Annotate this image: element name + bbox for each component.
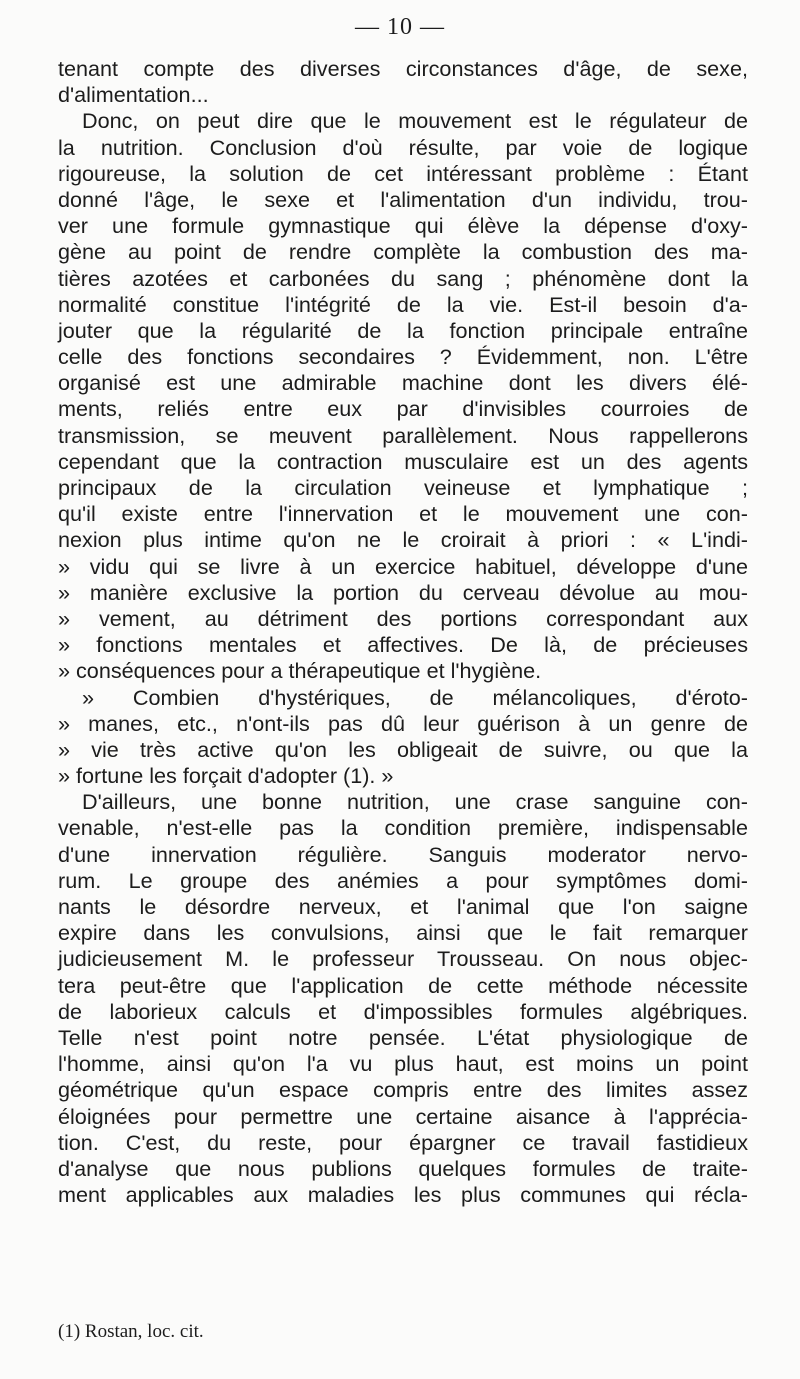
body-text bbox=[58, 56, 748, 1208]
text-line: rigoureuse, la solution de cet intéressant problème : Étant bbox=[58, 160, 748, 186]
text-line: géométrique qu'un espace compris entre des limites assez bbox=[58, 1077, 748, 1103]
text-line: organisé est une admirable machine dont les divers élé- bbox=[58, 370, 748, 396]
text-line: judicieusement M. le professeur Trousseau. On nous objec- bbox=[58, 946, 748, 972]
text-line: » fonctions mentales et affectives. De là, de précieuses bbox=[58, 632, 748, 658]
text-line: ments, reliés entre eux par d'invisibles courroies de bbox=[58, 396, 748, 422]
text-line: d'analyse que nous publions quelques formules de traite- bbox=[58, 1155, 748, 1181]
text-line: » manière exclusive la portion du cerveau dévolue au mou- bbox=[58, 579, 748, 605]
text-line: cependant que la contraction musculaire est un des agents bbox=[58, 448, 748, 474]
text-line: gène au point de rendre complète la combustion des ma- bbox=[58, 239, 748, 265]
text-line: principaux de la circulation veineuse et lymphatique ; bbox=[58, 475, 748, 500]
page-number: — 10 — bbox=[355, 14, 445, 40]
text-line: » vidu qui se livre à un exercice habituel, développe d'une bbox=[58, 553, 748, 579]
text-line: nexion plus intime qu'on ne le croirait à priori : « L'indi- bbox=[58, 527, 748, 553]
text-line: Donc, on peut dire que le mouvement est le régulateur de bbox=[82, 108, 748, 134]
text-line: » manes, etc., n'ont-ils pas dû leur guérison à un genre de bbox=[58, 710, 748, 736]
text-line: » vement, au détriment des portions correspondant aux bbox=[58, 605, 748, 631]
text-line: la nutrition. Conclusion d'où résulte, par voie de logique bbox=[58, 134, 748, 160]
text-line: » Combien d'hystériques, de mélancoliques, d'éroto- bbox=[82, 684, 748, 710]
text-line: de laborieux calculs et d'impossibles formules algébriques. bbox=[58, 998, 748, 1024]
text-line: expire dans les convulsions, ainsi que le fait remarquer bbox=[58, 920, 748, 946]
text-line: D'ailleurs, une bonne nutrition, une crase sanguine con- bbox=[82, 789, 748, 815]
text-line: venable, n'est-elle pas la condition première, indispensable bbox=[58, 815, 748, 841]
text-line: qu'il existe entre l'innervation et le mouvement une con- bbox=[58, 501, 748, 527]
text-line: donné l'âge, le sexe et l'alimentation d'un individu, trou- bbox=[58, 186, 748, 212]
text-line: tera peut-être que l'application de cette méthode nécessite bbox=[58, 972, 748, 998]
text-line: éloignées pour permettre une certaine aisance à l'apprécia- bbox=[58, 1103, 748, 1129]
footnote: (1) Rostan, loc. cit. bbox=[58, 1321, 204, 1342]
text-line: Telle n'est point notre pensée. L'état physiologique de bbox=[58, 1024, 748, 1050]
text-line: » fortune les forçait d'adopter (1). » bbox=[58, 763, 394, 789]
text-line: rum. Le groupe des anémies a pour symptômes domi- bbox=[58, 867, 748, 893]
text-line: nants le désordre nerveux, et l'animal que l'on saigne bbox=[58, 894, 748, 919]
text-line: » conséquences pour a thérapeutique et l'hygiène. bbox=[58, 658, 542, 684]
text-line: ment applicables aux maladies les plus communes qui récla- bbox=[58, 1182, 748, 1208]
text-line: tion. C'est, du reste, pour épargner ce travail fastidieux bbox=[58, 1129, 748, 1155]
text-line: » vie très active qu'on les obligeait de suivre, ou que la bbox=[58, 736, 748, 762]
text-line: d'alimentation... bbox=[58, 82, 209, 108]
text-line: ver une formule gymnastique qui élève la dépense d'oxy- bbox=[58, 213, 748, 239]
text-line: tières azotées et carbonées du sang ; phénomène dont la bbox=[58, 265, 748, 291]
text-line: normalité constitue l'intégrité de la vie. Est-il besoin d'a- bbox=[58, 291, 748, 317]
text-line: tenant compte des diverses circonstances d'âge, de sexe, bbox=[58, 56, 748, 81]
text-line: d'une innervation régulière. Sanguis moderator nervo- bbox=[58, 841, 748, 867]
text-line: transmission, se meuvent parallèlement. Nous rappellerons bbox=[58, 422, 748, 448]
text-line: celle des fonctions secondaires ? Évidemment, non. L'être bbox=[58, 344, 748, 370]
text-line: jouter que la régularité de la fonction principale entraîne bbox=[58, 317, 748, 343]
text-line: l'homme, ainsi qu'on l'a vu plus haut, est moins un point bbox=[58, 1051, 748, 1077]
